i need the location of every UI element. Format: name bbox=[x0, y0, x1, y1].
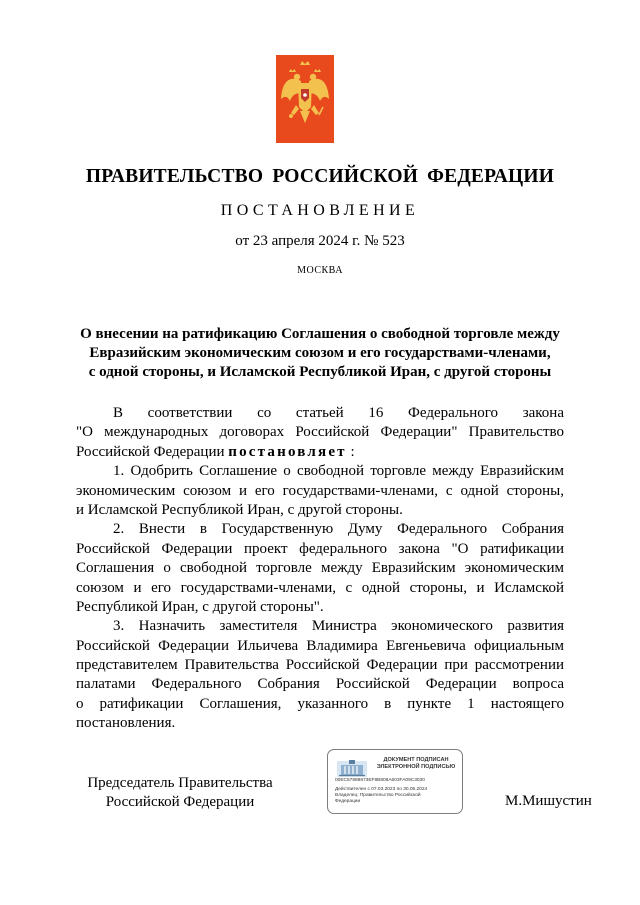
document-type: ПОСТАНОВЛЕНИЕ bbox=[220, 202, 420, 219]
item-2-line: Республикой Иран, с другой стороны". bbox=[76, 598, 324, 615]
document-body bbox=[76, 404, 564, 734]
item-2-line: союзом и его государствами-членами, с одной стороны, и Исламской bbox=[76, 579, 564, 596]
signatory-name: М.Мишустин bbox=[505, 793, 592, 809]
item-2-line: 2. Внести в Государственную Думу Федерального Собрания bbox=[113, 521, 564, 538]
stamp-validity: Действителен с 07.03.2023 по 30.05.2024 bbox=[335, 787, 428, 792]
item-1-line: 1. Одобрить Соглашение о свободной торговле между Евразийским bbox=[113, 463, 564, 480]
stamp-owner-line: Федерации bbox=[335, 799, 361, 804]
preamble-line: В соответствии со статьей 16 Федерального закона bbox=[113, 405, 564, 421]
item-3-line: палатами Федерального Собрания Российской Федерации вопроса bbox=[76, 676, 564, 693]
decision-word: постановляет bbox=[228, 443, 347, 460]
subject-line: О внесении на ратификацию Соглашения о свободной торговле между bbox=[80, 326, 560, 342]
preamble-decision-line bbox=[76, 443, 564, 462]
item-3-line: представителем Правительства Российской Федерации при рассмотрении bbox=[76, 657, 564, 674]
stamp-title-line: ДОКУМЕНТ ПОДПИСАН bbox=[383, 757, 449, 763]
item-1-line: и Исламской Республикой Иран, с другой стороны. bbox=[76, 501, 403, 518]
subject-line: Евразийским экономическим союзом и его государствами-членами, bbox=[89, 345, 551, 361]
item-3-line: постановления. bbox=[76, 715, 176, 732]
stamp-certificate: 00EC57888873EF8B808A603FA09C3030 bbox=[335, 778, 425, 783]
stamp-title-line: ЭЛЕКТРОННОЙ ПОДПИСЬЮ bbox=[376, 764, 456, 770]
electronic-signature-stamp bbox=[327, 749, 463, 814]
item-3-line: о ратификации Соглашения, указанного в пункте 1 настоящего bbox=[76, 695, 564, 712]
document-subject bbox=[60, 325, 580, 382]
coat-of-arms-emblem bbox=[276, 55, 334, 143]
signatory-position bbox=[70, 774, 290, 812]
double-headed-eagle-icon bbox=[276, 55, 334, 143]
document-date-number: от 23 апреля 2024 г. № 523 bbox=[235, 233, 405, 249]
preamble-end: Российской Федерации bbox=[76, 443, 225, 460]
preamble-line: "О международных договорах Российской Федерации" Правительство bbox=[76, 424, 564, 441]
signatory-position-line: Российской Федерации bbox=[105, 794, 255, 810]
item-2-line: Соглашения о свободной торговле между Евразийским экономическим bbox=[76, 560, 564, 577]
document-city: МОСКВА bbox=[297, 265, 343, 276]
item-3-line: Российской Федерации Ильичева Владимира Евгеньевича официальным bbox=[76, 637, 564, 654]
decision-colon: : bbox=[350, 443, 355, 460]
item-1-line: экономическим союзом и его государствами-членами, с одной стороны, bbox=[76, 482, 564, 499]
item-2-line: Российской Федерации проект федерального закона "О ратификации bbox=[76, 540, 564, 557]
signatory-position-line: Председатель Правительства bbox=[87, 775, 273, 791]
subject-line: с одной стороны, и Исламской Республикой Иран, с другой стороны bbox=[88, 364, 552, 380]
stamp-title bbox=[374, 757, 458, 771]
government-title: ПРАВИТЕЛЬСТВО РОССИЙСКОЙ ФЕДЕРАЦИИ bbox=[85, 166, 555, 187]
item-3-line: 3. Назначить заместителя Министра экономического развития bbox=[113, 618, 564, 635]
government-building-icon bbox=[336, 758, 368, 778]
stamp-owner-line: Владелец: Правительство Российской bbox=[335, 793, 421, 798]
